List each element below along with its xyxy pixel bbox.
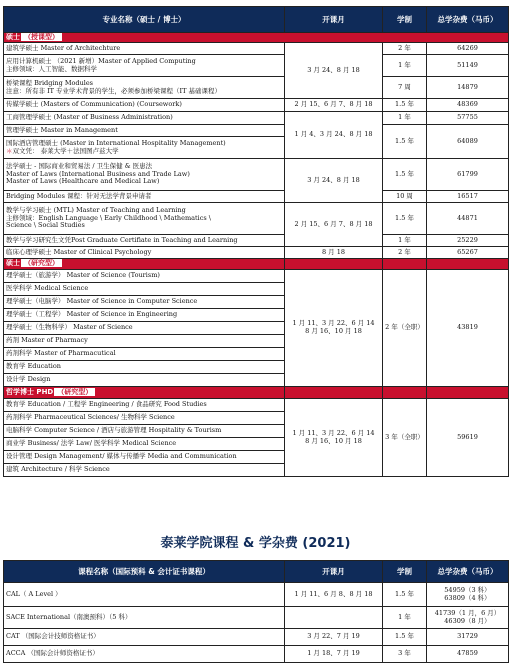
duration: 1.5 年 bbox=[383, 583, 427, 607]
program-name: 建筑 Architecture / 科学 Science bbox=[4, 464, 285, 477]
section-tag: （研究型） bbox=[54, 388, 95, 396]
duration: 1.5 年 bbox=[383, 125, 427, 159]
intake-months: 3 月 24、8 月 18 bbox=[285, 159, 383, 203]
table-row bbox=[4, 55, 509, 77]
intake-months: 1 月 4、3 月 24、8 月 18 bbox=[285, 112, 383, 159]
program-name: 理学硕士（旅游学） Master of Science (Tourism) bbox=[4, 270, 285, 283]
program-name: SACE International（南澳预科）（5 科） bbox=[4, 607, 285, 629]
section-tag: （授课型） bbox=[21, 33, 62, 41]
col-header-program: 课程名称（国际预科 & 会计证书课程） bbox=[4, 561, 285, 583]
section-label: 哲学博士 PHD bbox=[6, 387, 54, 396]
section-label: 硕士 bbox=[6, 32, 20, 41]
table-row bbox=[4, 191, 509, 203]
fee: 51149 bbox=[427, 55, 509, 77]
table-row bbox=[4, 159, 509, 191]
intake-months: 2 月 15、6 月 7、8 月 18 bbox=[285, 203, 383, 247]
program-name: 设计管理 Design Management/ 媒体与传播学 Media and Communication bbox=[4, 451, 285, 464]
program-name: 工商管理学硕士 (Master of Business Administration) bbox=[4, 112, 285, 125]
program-name: 教学与学习硕士 (MTL) Master of Teaching and Learning 主修领域：English Language \ Early Childhood \ Mathematics \ Science \ Social Studies bbox=[4, 203, 285, 235]
table-row bbox=[4, 270, 509, 283]
intake-months: 2 月 15、6 月 7、8 月 18 bbox=[285, 99, 383, 112]
table-row bbox=[4, 607, 509, 629]
program-name: 传媒学硕士 (Masters of Communication) (Coursework) bbox=[4, 99, 285, 112]
intake-months: 1 月 11、6 月 8、8 月 18 bbox=[285, 583, 383, 607]
section-header-coursework bbox=[4, 33, 509, 43]
duration: 1 年 bbox=[383, 235, 427, 247]
table-row bbox=[4, 43, 509, 55]
program-name: 理学硕士（电脑学） Master of Science in Computer Science bbox=[4, 296, 285, 309]
program-name: 法学硕士 - 国际商业和贸易法 / 卫生保健 & 医患法 Master of Laws (International Business and Trade Law) Master of Laws (Healthcare and Medical Law) bbox=[4, 159, 285, 191]
table-row bbox=[4, 583, 509, 607]
program-name: Bridging Modules 课程：针对无法学背景申请者 bbox=[4, 191, 285, 203]
intake-months: 3 月 24、8 月 18 bbox=[285, 43, 383, 99]
col-header-fee: 总学杂费（马币） bbox=[427, 561, 509, 583]
fee: 61799 bbox=[427, 159, 509, 191]
table-row bbox=[4, 99, 509, 112]
fee: 59619 bbox=[427, 399, 509, 477]
fee: 64089 bbox=[427, 125, 509, 159]
table-row bbox=[4, 203, 509, 235]
intake-months: 8 月 18 bbox=[285, 247, 383, 259]
program-name: 教育学 Education / 工程学 Engineering / 食品研究 Food Studies bbox=[4, 399, 285, 412]
fee: 47859 bbox=[427, 646, 509, 663]
program-name: CAL（ A Level ） bbox=[4, 583, 285, 607]
col-header-intake: 开课月 bbox=[285, 561, 383, 583]
fee: 48369 bbox=[427, 99, 509, 112]
fee: 16517 bbox=[427, 191, 509, 203]
col-header-duration: 学制 bbox=[383, 7, 427, 33]
fee: 64269 bbox=[427, 43, 509, 55]
program-name: 教育学 Education bbox=[4, 361, 285, 374]
col-header-program: 专业名称（硕士 / 博士） bbox=[4, 7, 285, 33]
program-name: 药剂科学 Pharmaceutical Sciences/ 生物科学 Science bbox=[4, 412, 285, 425]
foundation-fee-table bbox=[3, 560, 509, 663]
duration: 1 年 bbox=[383, 112, 427, 125]
section-title: 泰莱学院课程 & 学杂费 (2021) bbox=[160, 536, 351, 551]
duration: 1 年 bbox=[383, 55, 427, 77]
fee: 54959（3 科） 63809（4 科） bbox=[427, 583, 509, 607]
program-name: ACCA （国际会计师资格证书） bbox=[4, 646, 285, 663]
table-row bbox=[4, 399, 509, 412]
program-name: 理学硕士（工程学） Master of Science in Engineering bbox=[4, 309, 285, 322]
table-row bbox=[4, 77, 509, 99]
masters-phd-fee-table bbox=[3, 6, 509, 477]
intake-months: 1 月 11、3 月 22、6 月 14 8 月 16、10 月 18 bbox=[285, 399, 383, 477]
fee: 44871 bbox=[427, 203, 509, 235]
program-name: 理学硕士（生物科学） Master of Science bbox=[4, 322, 285, 335]
duration: 3 年 bbox=[383, 646, 427, 663]
program-name: 电脑科学 Computer Science / 酒店与旅游管理 Hospitality & Tourism bbox=[4, 425, 285, 438]
col-header-fee: 总学杂费（马币） bbox=[427, 7, 509, 33]
intake-months: 1 月 18、7 月 19 bbox=[285, 646, 383, 663]
program-name: 应用计算机硕士 （2021 新增）Master of Applied Computing 主修领域：人工智能、数据科学 bbox=[4, 55, 285, 77]
section-header-research bbox=[4, 259, 509, 270]
fee: 41739（1 月，6 月） 46309（8 月） bbox=[427, 607, 509, 629]
table-row bbox=[4, 247, 509, 259]
duration: 7 周 bbox=[383, 77, 427, 99]
program-name: 药剂科学 Master of Pharmacutical bbox=[4, 348, 285, 361]
fee: 43819 bbox=[427, 270, 509, 387]
fee: 14879 bbox=[427, 77, 509, 99]
fee: 31729 bbox=[427, 629, 509, 646]
duration: 1.5 年 bbox=[383, 629, 427, 646]
table-row bbox=[4, 125, 509, 137]
program-name: 药剂 Master of Pharmacy bbox=[4, 335, 285, 348]
star-mark: ＊ bbox=[6, 146, 13, 155]
fee: 25229 bbox=[427, 235, 509, 247]
section-label: 硕士 bbox=[6, 259, 20, 268]
program-name: 设计学 Design bbox=[4, 374, 285, 387]
fee: 57755 bbox=[427, 112, 509, 125]
program-name: 管理学硕士 Master in Management bbox=[4, 125, 285, 137]
program-name: 教学与学习研究生文凭Post Graduate Certifiate in Teaching and Learning bbox=[4, 235, 285, 247]
program-name: 建筑学硕士 Master of Architechture bbox=[4, 43, 285, 55]
program-name: 医学科学 Medical Science bbox=[4, 283, 285, 296]
program-name: 桥梁课程 Bridging Modules 注意：所有非 IT 专业学术背景的学生，必须参加桥梁课程（IT 基础课程） bbox=[4, 77, 285, 99]
duration: 1.5 年 bbox=[383, 99, 427, 112]
section-tag: （研究型） bbox=[21, 259, 62, 267]
duration: 2 年 bbox=[383, 43, 427, 55]
duration: 10 周 bbox=[383, 191, 427, 203]
table-row bbox=[4, 629, 509, 646]
table-row bbox=[4, 235, 509, 247]
col-header-intake: 开课月 bbox=[285, 7, 383, 33]
duration: 2 年（全职） bbox=[383, 270, 427, 387]
program-name: 商业学 Business/ 法学 Law/ 医学科学 Medical Science bbox=[4, 438, 285, 451]
section-header-phd bbox=[4, 387, 509, 399]
intake-months: 3 月 22、7 月 19 bbox=[285, 629, 383, 646]
duration: 1.5 年 bbox=[383, 203, 427, 235]
duration: 3 年（全职） bbox=[383, 399, 427, 477]
fee: 65267 bbox=[427, 247, 509, 259]
intake-months bbox=[285, 607, 383, 629]
col-header-duration: 学制 bbox=[383, 561, 427, 583]
table-row bbox=[4, 646, 509, 663]
program-name: CAT （国际会计技师资格证书） bbox=[4, 629, 285, 646]
duration: 2 年 bbox=[383, 247, 427, 259]
table-row bbox=[4, 112, 509, 125]
duration: 1.5 年 bbox=[383, 159, 427, 191]
program-name: 临床心理学硕士 Master of Clinical Psychology bbox=[4, 247, 285, 259]
program-name: 国际酒店管理硕士 (Master in International Hospitality Management) ＊双文凭： 泰莱大学＋法国图卢兹大学 bbox=[4, 137, 285, 159]
duration: 1 年 bbox=[383, 607, 427, 629]
intake-months: 1 月 11、3 月 22、6 月 14 8 月 16、10 月 18 bbox=[285, 270, 383, 387]
